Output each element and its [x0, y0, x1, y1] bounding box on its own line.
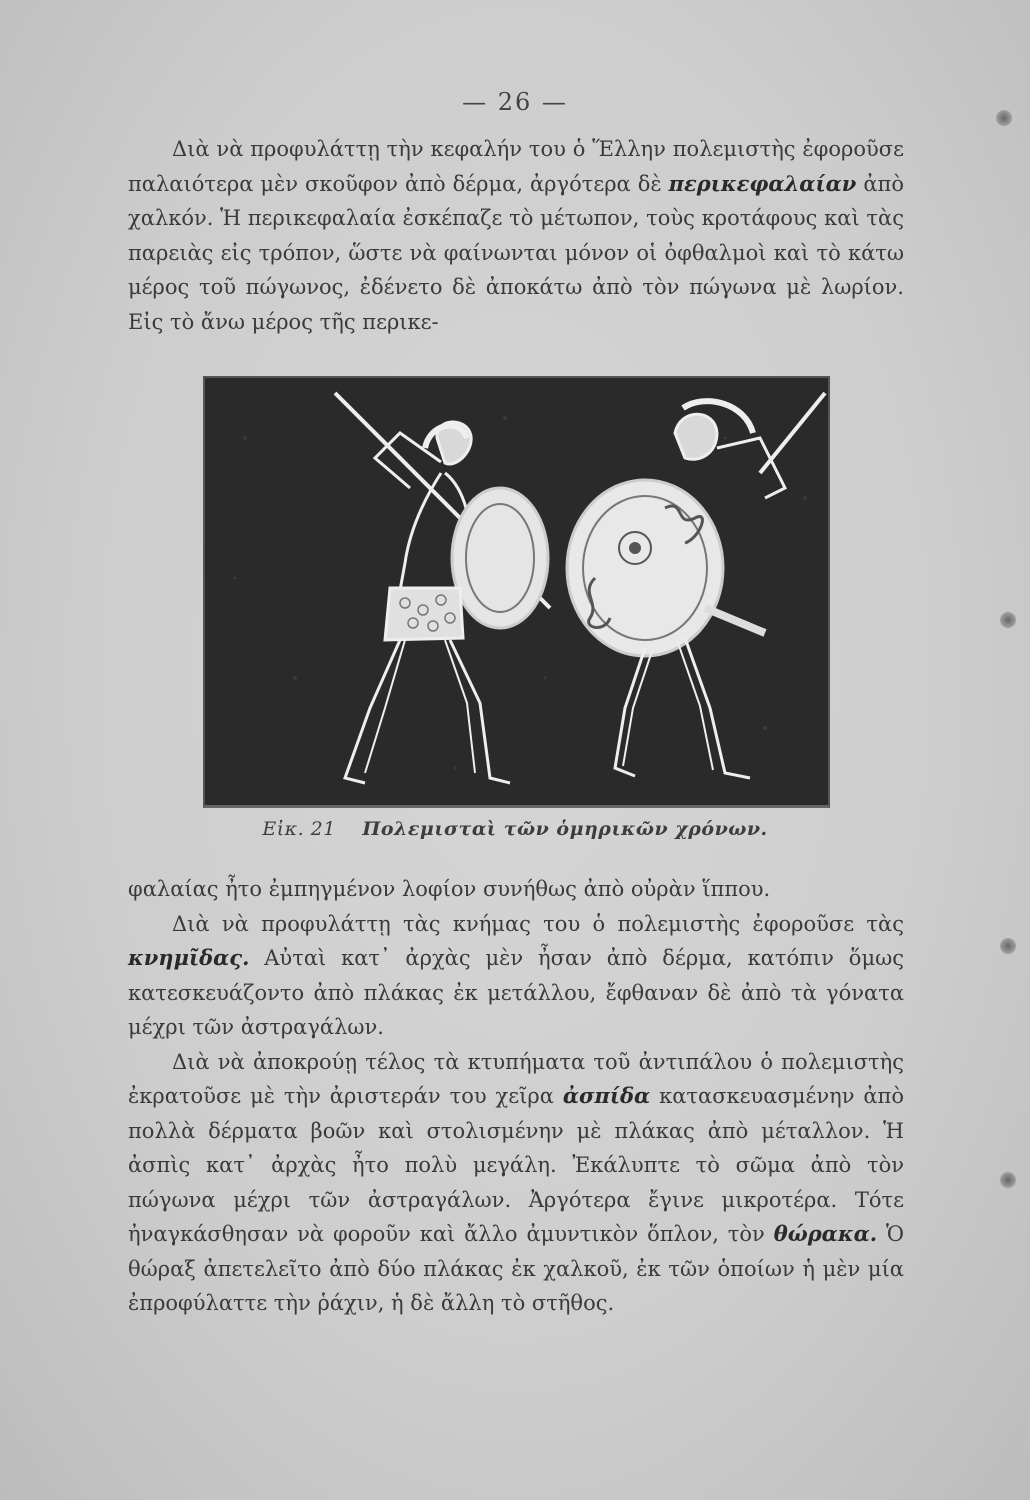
- greaves-text-1: Διὰ νὰ προφυλάττῃ τὰς κνήμας του ὁ πολεμιστὴς ἐφοροῦσε τὰς: [172, 911, 904, 936]
- greaves-paragraph: [128, 907, 904, 1045]
- shield-paragraph: [128, 1045, 904, 1321]
- page-number: — 26 —: [462, 88, 568, 116]
- shield-text-2: κατασκευασμένην ἀπὸ πολλὰ δέρματα βοῶν καὶ στολισμένην μὲ πλάκας ἀπὸ μέταλλον. Ἡ ἀσπὶς κατ᾿ ἀρχὰς ἦτο πολὺ μεγάλη. Ἐκάλυπτε τὸ σῶμα ἀπὸ τὸν πώγωνα μέχρι τῶν ἀστραγάλων. Ἀργότερα ἔγινε μικροτέρα. Τότε ἠναγκάσθησαν νὰ φοροῦν καὶ ἄλλο ἀμυντικὸν ὅπλον, τὸν: [128, 1084, 904, 1246]
- warriors-illustration: [203, 376, 830, 808]
- binding-hole: [1000, 1172, 1016, 1188]
- shield-text-1: Διὰ νὰ ἀποκρούῃ τέλος τὰ κτυπήματα τοῦ ἀντιπάλου ὁ πολεμιστὴς ἐκρατοῦσε μὲ τὴν ἀριστεράν του χεῖρα: [128, 1049, 904, 1108]
- caption-label: Εἰκ. 21: [262, 818, 336, 840]
- bottom-text: [128, 872, 904, 1321]
- term-greaves: κνημῖδας.: [128, 945, 250, 970]
- figure-caption: [0, 818, 1030, 840]
- binding-hole: [1000, 938, 1016, 954]
- term-breastplate: θώρακα.: [773, 1221, 878, 1246]
- continuation-line: φαλαίας ἦτο ἐμπηγμένον λοφίον συνήθως ἀπὸ οὐρὰν ἵππου.: [128, 877, 771, 901]
- term-helmet: περικεφαλαίαν: [668, 170, 857, 196]
- term-shield: ἀσπίδα: [562, 1083, 651, 1108]
- helmet-text-1: Διὰ νὰ προφυλάττῃ τὴν κεφαλήν του ὁ Ἕλλην πολεμιστὴς ἐφοροῦσε παλαιότερα μὲν σκοῦφον ἀπὸ δέρμα, ἀργότερα δὲ: [128, 137, 904, 196]
- warriors-drawing: [205, 378, 828, 805]
- helmet-paragraph: [128, 132, 904, 339]
- shield-text-3: Ὁ θώραξ ἀπετελεῖτο ἀπὸ δύο πλάκας ἐκ χαλκοῦ, ἐκ τῶν ὁποίων ἡ μὲν μία ἐπροφύλαττε τὴν ῥάχιν, ἡ δὲ ἄλλη τὸ στῆθος.: [128, 1222, 904, 1315]
- helmet-text-2: ἀπὸ χαλκόν. Ἡ περικεφαλαία ἐσκέπαζε τὸ μέτωπον, τοὺς κροτάφους καὶ τὰς παρειὰς εἰς τρόπον, ὥστε νὰ φαίνωνται μόνον οἱ ὀφθαλμοὶ καὶ τὸ κάτω μέρος τοῦ πώγωνος, ἐδένετο δὲ ἀποκάτω ἀπὸ τὸν πώγωνα μὲ λωρίον. Εἰς τὸ ἄνω μέρος τῆς περικε-: [128, 171, 904, 334]
- caption-title: Πολεμισταὶ τῶν ὁμηρικῶν χρόνων.: [362, 818, 768, 840]
- greaves-text-2: Αὐταὶ κατ᾿ ἀρχὰς μὲν ἦσαν ἀπὸ δέρμα, κατόπιν ὅμως κατεσκευάζοντο ἀπὸ πλάκας ἐκ μετάλλου, ἔφθαναν δὲ ἀπὸ τὰ γόνατα μέχρι τῶν ἀστραγάλων.: [128, 946, 904, 1039]
- binding-hole: [1000, 612, 1016, 628]
- top-paragraph: [128, 132, 904, 339]
